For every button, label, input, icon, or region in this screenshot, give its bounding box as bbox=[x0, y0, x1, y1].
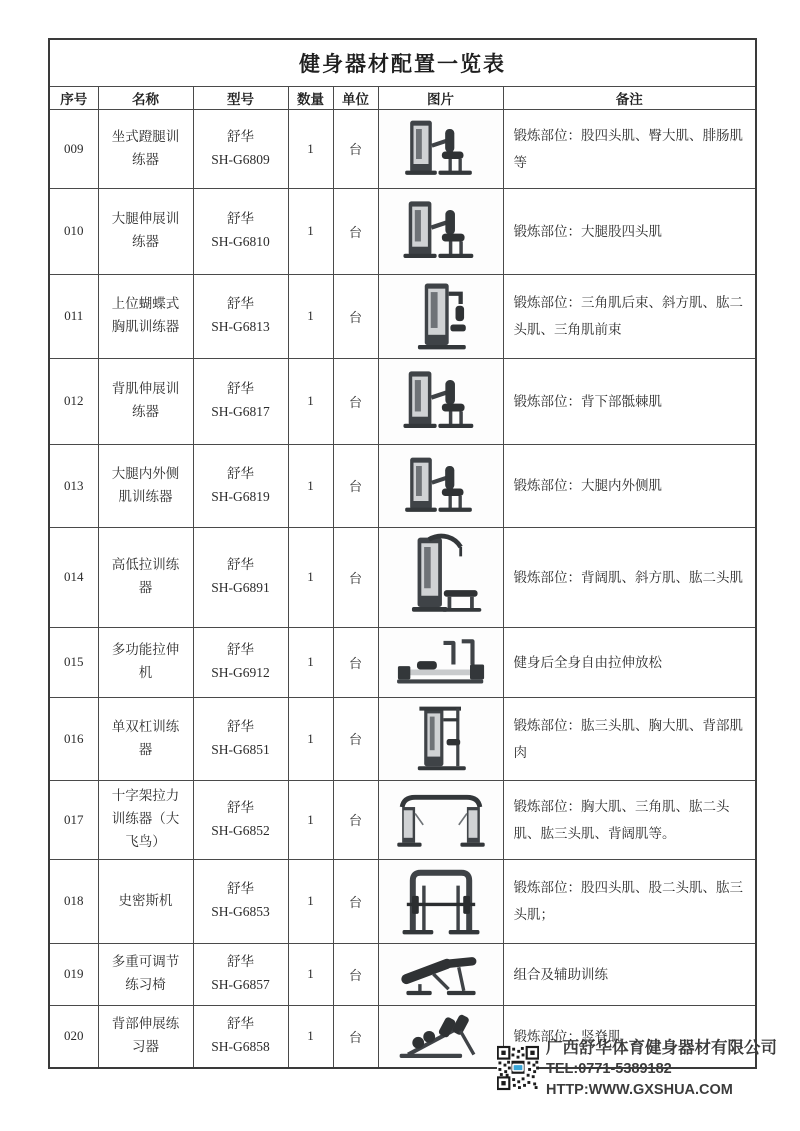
model-code-text: SH-G6891 bbox=[211, 580, 270, 595]
model-cell bbox=[193, 188, 288, 274]
model-cell bbox=[193, 697, 288, 780]
unit-cell: 台 bbox=[333, 859, 378, 943]
image-cell bbox=[378, 859, 503, 943]
model-cell bbox=[193, 527, 288, 627]
table-row bbox=[49, 527, 756, 627]
image-cell bbox=[378, 943, 503, 1005]
lat-pulldown-machine-image bbox=[389, 532, 493, 622]
table-row bbox=[49, 859, 756, 943]
unit-cell: 台 bbox=[333, 943, 378, 1005]
roman-chair-image bbox=[393, 1009, 489, 1063]
table-row bbox=[49, 780, 756, 859]
pec-fly-machine-image bbox=[394, 280, 488, 352]
model-code-text: SH-G6817 bbox=[211, 404, 270, 419]
model-code-text: SH-G6819 bbox=[211, 488, 270, 504]
model-code-text: SH-G6858 bbox=[211, 1039, 270, 1055]
serial-cell: 018 bbox=[49, 859, 98, 943]
name-cell: 背部伸展练习器 bbox=[98, 1005, 193, 1068]
unit-cell: 台 bbox=[333, 274, 378, 358]
image-cell bbox=[378, 444, 503, 527]
quantity-cell: 1 bbox=[288, 697, 333, 780]
remark-cell: 锻炼部位：三角肌后束、斜方肌、肱二头肌、三角肌前束 bbox=[503, 274, 756, 358]
quantity-cell: 1 bbox=[288, 444, 333, 527]
model-cell bbox=[193, 444, 288, 527]
model-code-text: SH-G6810 bbox=[211, 234, 270, 249]
title-row bbox=[49, 39, 756, 86]
dip-chin-tower-image bbox=[397, 702, 485, 776]
model-code-text: SH-G6912 bbox=[211, 665, 270, 680]
brand-text: 舒华 bbox=[227, 557, 254, 573]
header-image: 图片 bbox=[378, 86, 503, 109]
header-index: 序号 bbox=[49, 86, 98, 109]
table-row bbox=[49, 444, 756, 527]
serial-cell: 019 bbox=[49, 943, 98, 1005]
quantity-cell: 1 bbox=[288, 358, 333, 444]
brand-text: 舒华 bbox=[227, 881, 254, 897]
quantity-cell: 1 bbox=[288, 1005, 333, 1068]
brand-text: 舒华 bbox=[227, 799, 254, 815]
seated-leg-press-image bbox=[395, 114, 487, 184]
remark-cell: 锻炼部位：大腿股四头肌 bbox=[503, 188, 756, 274]
image-cell bbox=[378, 527, 503, 627]
brand-text: 舒华 bbox=[227, 718, 254, 734]
image-cell bbox=[378, 1005, 503, 1068]
model-cell bbox=[193, 109, 288, 188]
model-code-text: SH-G6852 bbox=[211, 822, 270, 838]
model-cell bbox=[193, 859, 288, 943]
model-cell bbox=[193, 358, 288, 444]
name-cell: 大腿内外侧肌训练器 bbox=[98, 444, 193, 527]
model-code-text: SH-G6851 bbox=[211, 741, 270, 757]
remark-cell: 锻炼部位：股四头肌、股二头肌、肱三头肌； bbox=[503, 859, 756, 943]
unit-cell: 台 bbox=[333, 444, 378, 527]
company-name: 广西舒华体育健身器材有限公司 bbox=[546, 1039, 777, 1057]
smith-machine-image bbox=[394, 865, 488, 937]
unit-cell: 台 bbox=[333, 109, 378, 188]
remark-cell: 健身后全身自由拉伸放松 bbox=[503, 627, 756, 697]
image-cell bbox=[378, 188, 503, 274]
header-qty: 数量 bbox=[288, 86, 333, 109]
image-cell bbox=[378, 697, 503, 780]
page-title: 健身器材配置一览表 bbox=[49, 39, 756, 86]
remark-cell: 锻炼部位：胸大肌、三角肌、肱二头肌、肱三头肌、背阔肌等。 bbox=[503, 780, 756, 859]
quantity-cell: 1 bbox=[288, 780, 333, 859]
remark-cell: 锻炼部位：股四头肌、臀大肌、腓肠肌等 bbox=[503, 109, 756, 188]
model-code-text: SH-G6813 bbox=[211, 319, 270, 334]
brand-text: 舒华 bbox=[227, 128, 254, 144]
serial-cell: 011 bbox=[49, 274, 98, 358]
quantity-cell: 1 bbox=[288, 109, 333, 188]
company-telephone: TEL:0771-5389182 bbox=[546, 1060, 672, 1077]
name-cell: 史密斯机 bbox=[98, 859, 193, 943]
brand-text: 舒华 bbox=[227, 296, 254, 312]
remark-cell: 锻炼部位：背下部骶棘肌 bbox=[503, 358, 756, 444]
remark-cell: 锻炼部位：竖脊肌 bbox=[503, 1005, 756, 1068]
qr-code-icon bbox=[497, 1038, 539, 1098]
brand-text: 舒华 bbox=[227, 1016, 254, 1032]
cable-crossover-image bbox=[385, 786, 497, 854]
company-watermark bbox=[497, 1038, 777, 1101]
name-cell: 十字架拉力训练器（大飞鸟） bbox=[98, 780, 193, 859]
leg-extension-image bbox=[393, 194, 489, 268]
name-cell: 坐式蹬腿训练器 bbox=[98, 109, 193, 188]
brand-text: 舒华 bbox=[227, 211, 254, 227]
image-cell bbox=[378, 358, 503, 444]
model-cell bbox=[193, 780, 288, 859]
header-name: 名称 bbox=[98, 86, 193, 109]
remark-cell: 锻炼部位：背阔肌、斜方肌、肱二头肌 bbox=[503, 527, 756, 627]
quantity-cell: 1 bbox=[288, 274, 333, 358]
model-code-text: SH-G6853 bbox=[211, 904, 270, 919]
quantity-cell: 1 bbox=[288, 627, 333, 697]
name-cell: 多重可调节练习椅 bbox=[98, 943, 193, 1005]
model-cell bbox=[193, 1005, 288, 1068]
unit-cell: 台 bbox=[333, 1005, 378, 1068]
brand-text: 舒华 bbox=[227, 465, 254, 481]
image-cell bbox=[378, 627, 503, 697]
adjustable-bench-image bbox=[391, 947, 491, 1001]
serial-cell: 017 bbox=[49, 780, 98, 859]
header-row bbox=[49, 86, 756, 109]
image-cell bbox=[378, 780, 503, 859]
table-row bbox=[49, 358, 756, 444]
unit-cell: 台 bbox=[333, 188, 378, 274]
name-cell: 单双杠训练器 bbox=[98, 697, 193, 780]
serial-cell: 010 bbox=[49, 188, 98, 274]
quantity-cell: 1 bbox=[288, 527, 333, 627]
quantity-cell: 1 bbox=[288, 188, 333, 274]
model-code-text: SH-G6857 bbox=[211, 977, 270, 992]
serial-cell: 009 bbox=[49, 109, 98, 188]
back-extension-machine-image bbox=[393, 364, 489, 438]
model-code-text: SH-G6809 bbox=[211, 151, 270, 167]
unit-cell: 台 bbox=[333, 627, 378, 697]
serial-cell: 014 bbox=[49, 527, 98, 627]
serial-cell: 012 bbox=[49, 358, 98, 444]
header-unit: 单位 bbox=[333, 86, 378, 109]
remark-cell: 锻炼部位：大腿内外侧肌 bbox=[503, 444, 756, 527]
serial-cell: 013 bbox=[49, 444, 98, 527]
unit-cell: 台 bbox=[333, 527, 378, 627]
name-cell: 多功能拉伸机 bbox=[98, 627, 193, 697]
model-cell bbox=[193, 274, 288, 358]
quantity-cell: 1 bbox=[288, 943, 333, 1005]
table-row bbox=[49, 109, 756, 188]
stretch-machine-image bbox=[389, 633, 493, 691]
header-remark: 备注 bbox=[503, 86, 756, 109]
name-cell: 背肌伸展训练器 bbox=[98, 358, 193, 444]
model-cell bbox=[193, 943, 288, 1005]
equipment-table bbox=[48, 38, 757, 1069]
name-cell: 高低拉训练器 bbox=[98, 527, 193, 627]
brand-text: 舒华 bbox=[227, 954, 254, 970]
header-model: 型号 bbox=[193, 86, 288, 109]
company-website: HTTP:WWW.GXSHUA.COM bbox=[546, 1081, 733, 1098]
table-row bbox=[49, 943, 756, 1005]
thigh-abductor-machine-image bbox=[395, 451, 487, 521]
name-cell: 大腿伸展训练器 bbox=[98, 188, 193, 274]
brand-text: 舒华 bbox=[227, 642, 254, 658]
brand-text: 舒华 bbox=[227, 381, 254, 397]
unit-cell: 台 bbox=[333, 697, 378, 780]
remark-cell: 组合及辅助训练 bbox=[503, 943, 756, 1005]
remark-cell: 锻炼部位：肱三头肌、胸大肌、背部肌肉 bbox=[503, 697, 756, 780]
unit-cell: 台 bbox=[333, 780, 378, 859]
serial-cell: 016 bbox=[49, 697, 98, 780]
table-row bbox=[49, 627, 756, 697]
model-cell bbox=[193, 627, 288, 697]
serial-cell: 020 bbox=[49, 1005, 98, 1068]
serial-cell: 015 bbox=[49, 627, 98, 697]
table-row bbox=[49, 188, 756, 274]
quantity-cell: 1 bbox=[288, 859, 333, 943]
name-cell: 上位蝴蝶式胸肌训练器 bbox=[98, 274, 193, 358]
table-row bbox=[49, 274, 756, 358]
image-cell bbox=[378, 109, 503, 188]
image-cell bbox=[378, 274, 503, 358]
unit-cell: 台 bbox=[333, 358, 378, 444]
table-row bbox=[49, 697, 756, 780]
